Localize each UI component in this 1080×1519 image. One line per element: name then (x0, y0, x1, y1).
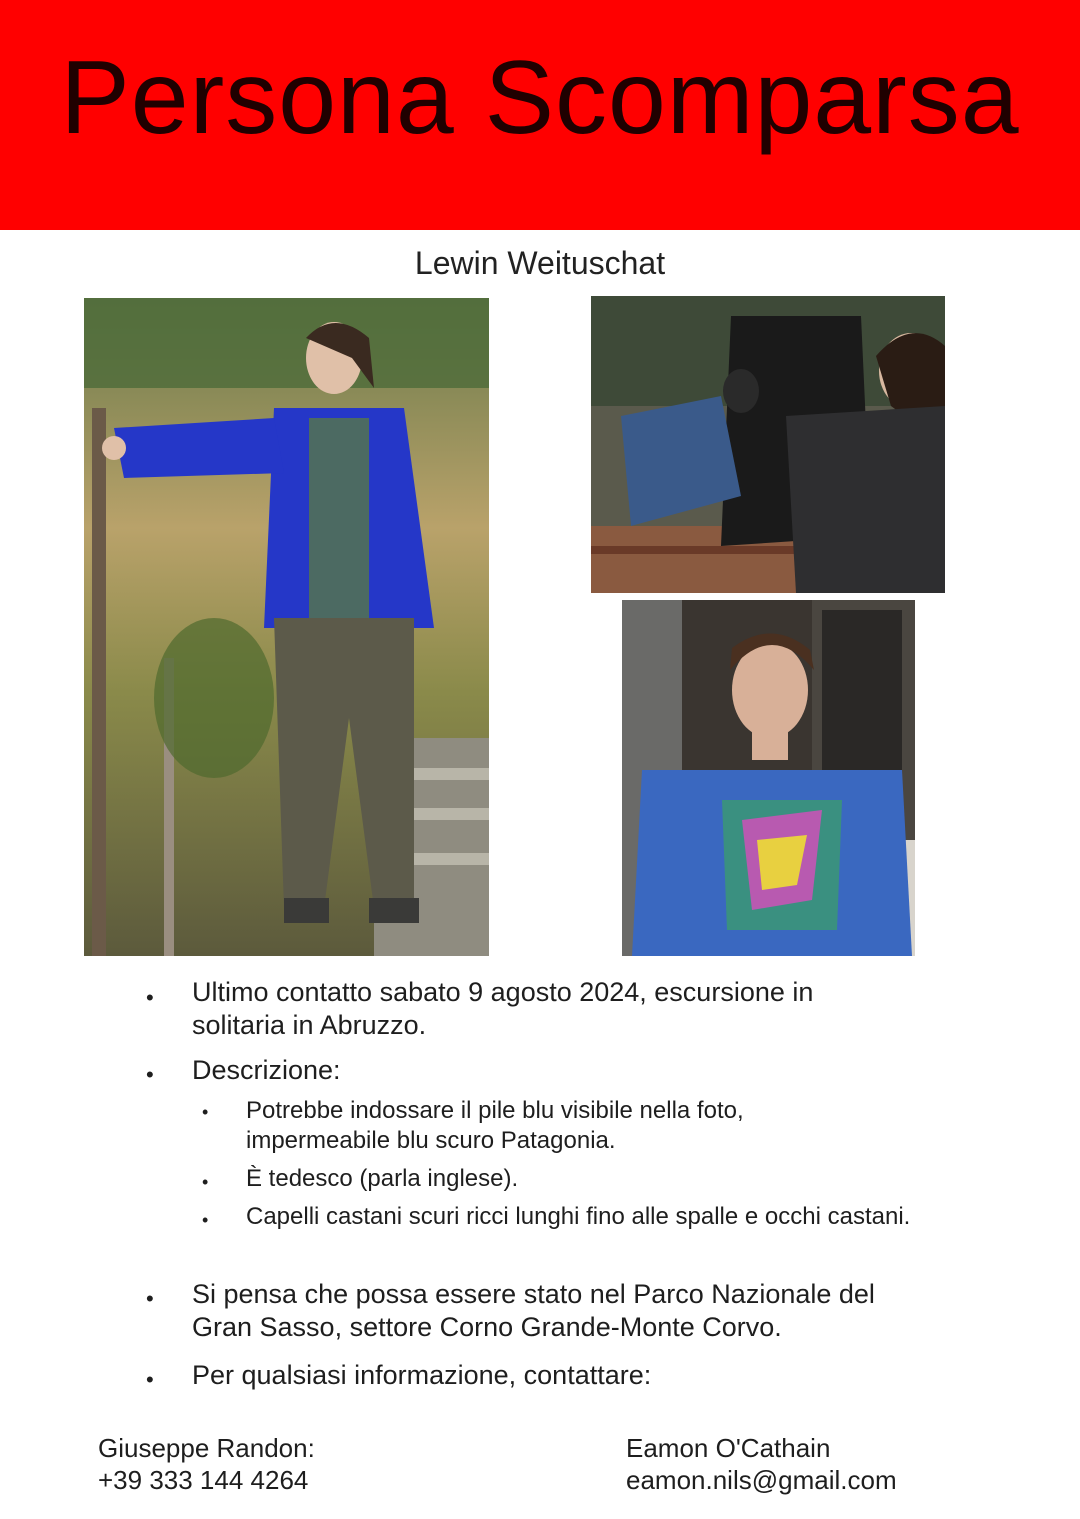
contact-2 (626, 1432, 897, 1496)
bullet-dot: • (146, 1367, 154, 1392)
description-nationality: È tedesco (parla inglese). (246, 1165, 519, 1192)
contact-1 (98, 1432, 315, 1496)
last-known-location: Si pensa che possa essere stato nel Parco Nazionale del Gran Sasso, settore Corno Grande-Monte Corvo. (192, 1279, 875, 1342)
sub-bullet-dot: • (202, 1210, 209, 1230)
header-banner (0, 0, 1080, 230)
contact-prompt: Per qualsiasi informazione, contattare: (192, 1360, 652, 1390)
bullet-dot: • (146, 1062, 154, 1087)
bullet-dot: • (146, 1286, 154, 1311)
photo-blue-tshirt (622, 600, 915, 956)
photo-backpack (591, 296, 945, 593)
sub-bullet-dot: • (202, 1102, 209, 1122)
sub-bullet-dot: • (202, 1172, 209, 1192)
contact-2-name: Eamon O'Cathain (626, 1433, 831, 1463)
contact-2-email[interactable]: eamon.nils@gmail.com (626, 1465, 897, 1495)
contact-1-name: Giuseppe Randon: (98, 1433, 315, 1463)
contact-1-phone[interactable]: +39 333 144 4264 (98, 1465, 309, 1495)
poster-title: Persona Scomparsa (60, 40, 1020, 156)
description-hair-eyes: Capelli castani scuri ricci lunghi fino alle spalle e occhi castani. (246, 1203, 911, 1230)
last-contact-text: Ultimo contatto sabato 9 agosto 2024, escursione in solitaria in Abruzzo. (192, 977, 814, 1040)
photo-hiking-blue-fleece (84, 298, 489, 956)
description-clothing: Potrebbe indossare il pile blu visibile nella foto, impermeabile blu scuro Patagonia. (246, 1097, 744, 1154)
missing-person-name: Lewin Weituschat (414, 245, 666, 281)
description-heading: Descrizione: (192, 1055, 341, 1085)
bullet-dot: • (146, 985, 154, 1010)
